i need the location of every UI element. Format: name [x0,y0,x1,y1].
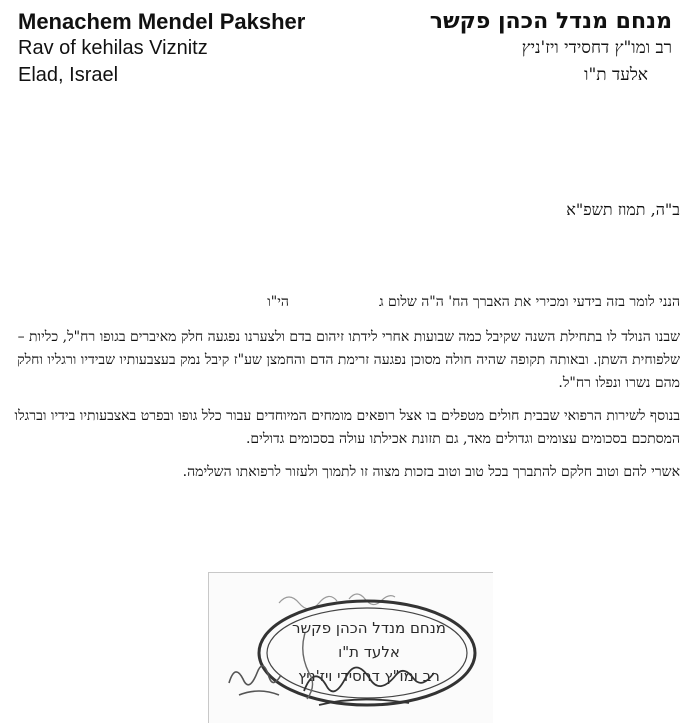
english-title: Rav of kehilas Viznitz [18,37,208,59]
stamp-seal [209,573,493,723]
stamp-line-city: אלעד ת"ו [338,643,400,661]
intro-start: הנני לומר בזה בידעי ומכירי את האברך הח' ה"ה שלום ג [378,294,680,310]
paragraph-1: שבנו הנולד לו בתחילת השנה שקיבל כמה שבועות אחרי לידתו זיהום בדם ולצערנו נפגעה חלק מאיברים בגופו רח"ל, כליות – שלפוחית השתן. ובאותה תקופה שהיה חולה מסוכן נפגעה זרימת הדם והחמצן שע"ז קיבל נמק בעצבעותיו שבידיו ורגליו וחלק מהם נשרו ונפלו רח"ל. [17,329,680,391]
letter-date: ב"ה, תמוז תשפ"א [566,200,680,219]
paragraph-3: אשרי להם וטוב חלקם להתברך בכל טוב וטוב בזכות מצוה זו לתמוך ולעזור לרפואתו השלימה. [182,464,680,480]
letter-body [14,291,680,494]
english-name: Menachem Mendel Paksher [18,9,306,34]
english-letterhead [18,8,305,89]
intro-end: הי"ו [267,294,289,310]
english-location: Elad, Israel [18,64,119,86]
signature-stamp-area [208,572,493,723]
hebrew-name: מנחם מנדל הכהן פקשר [429,9,672,34]
paragraph-2: בנוסף לשירות הרפואי שבבית חולים מטפלים בו אצל רופאים מומחים המיוחדים עבור כלל גופו ובפרט באצבעותיו בידיו וברגלו המסתכם בסכומים עצומים וגדולים מאד, גם תזונת אכילתו עולה בסכומים גדולים. [14,408,680,447]
intro-paragraph [14,291,680,314]
stamp-line-title: רב ומו"ץ דחסידי ויז'ניץ [298,667,440,685]
hebrew-location: אלעד ת"ו [584,65,648,85]
stamp-line-name: מנחם מנדל הכהן פקשר [292,619,446,637]
hebrew-letterhead [430,8,672,89]
hebrew-title: רב ומו"ץ דחסידי ויז'ניץ [521,38,672,58]
